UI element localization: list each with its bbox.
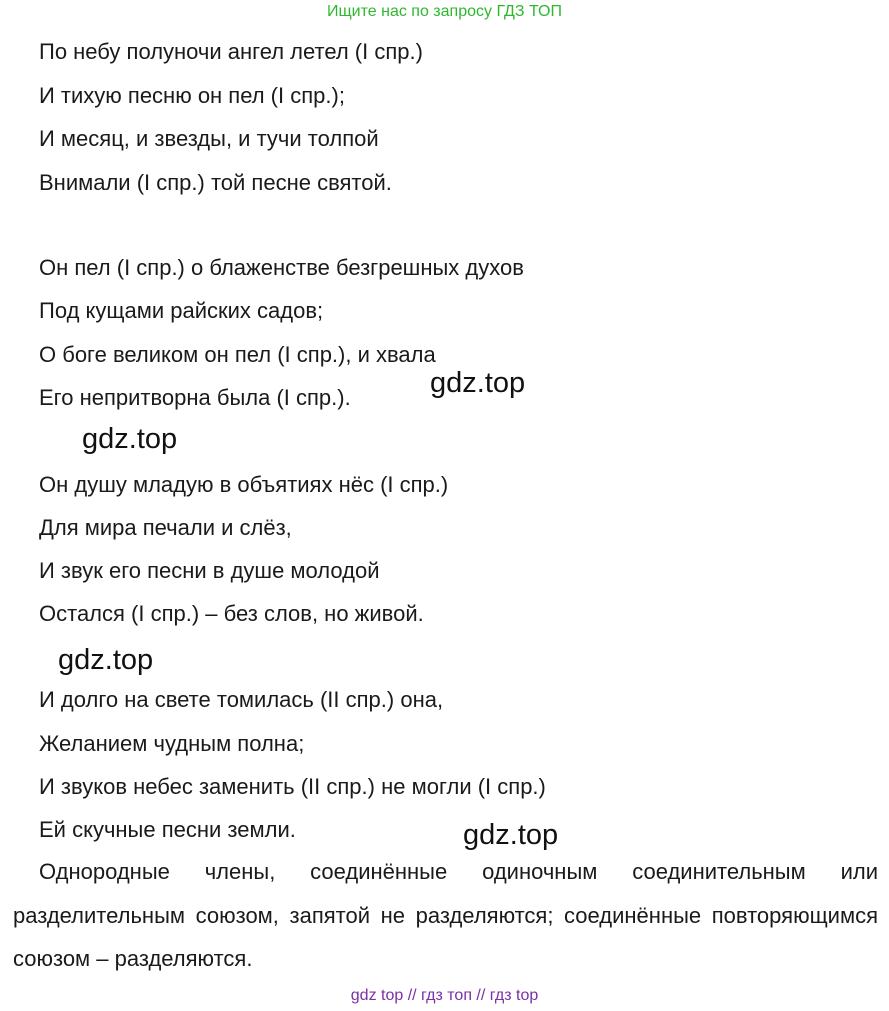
- poem-line: Для мира печали и слёз,: [39, 515, 292, 540]
- poem-line: И звуков небес заменить (II спр.) не могли (I спр.): [39, 774, 546, 799]
- poem-line: Остался (I спр.) – без слов, но живой.: [39, 601, 424, 626]
- poem-line: Его непритворна была (I спр.).: [39, 385, 351, 410]
- poem-line: О боге великом он пел (I спр.), и хвала: [39, 342, 436, 367]
- poem-line: И звук его песни в душе молодой: [39, 558, 380, 583]
- poem-line: Желанием чудным полна;: [39, 731, 305, 756]
- poem-line: И тихую песню он пел (I спр.);: [39, 83, 345, 108]
- watermark: gdz.top: [82, 423, 178, 455]
- watermark: gdz.top: [430, 367, 526, 399]
- watermark: gdz.top: [463, 819, 559, 851]
- footer: gdz top // гдз топ // гдз top: [350, 987, 539, 1004]
- poem-line: И месяц, и звезды, и тучи толпой: [39, 126, 379, 151]
- poem-line: И долго на свете томилась (II спр.) она,: [39, 687, 444, 712]
- poem-line: Внимали (I спр.) той песне святой.: [39, 170, 392, 195]
- rule-paragraph: Однородные члены, соединённые одиночным соединительным или разделительным союзом, запятой не разделяются; соединённые повторяющимся союзом – разделяются.: [13, 859, 878, 971]
- watermark: gdz.top: [58, 644, 154, 676]
- poem-line: Ей скучные песни земли.: [39, 817, 296, 842]
- poem-line: Под кущами райских садов;: [39, 298, 324, 323]
- poem-line: Он душу младую в объятиях нёс (I спр.): [39, 472, 449, 497]
- poem-line: По небу полуночи ангел летел (I спр.): [39, 39, 423, 64]
- poem-line: Он пел (I спр.) о блаженстве безгрешных духов: [39, 255, 524, 280]
- top-banner: Ищите нас по запросу ГДЗ ТОП: [327, 3, 562, 20]
